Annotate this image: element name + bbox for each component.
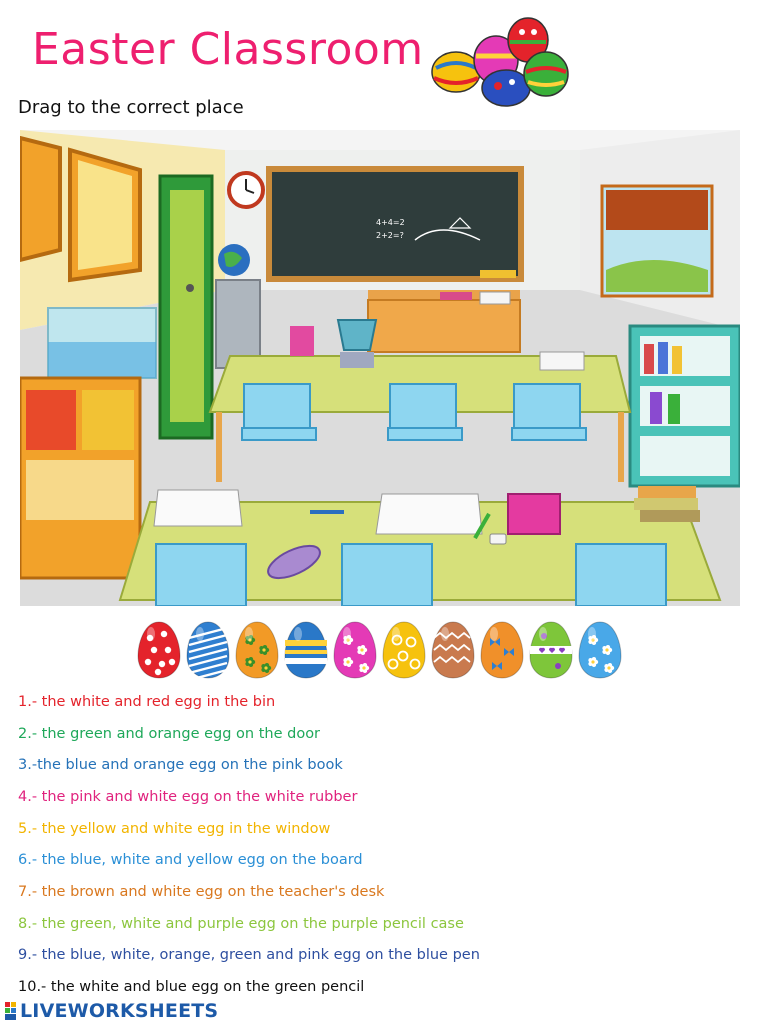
- instruction-10: 10.- the white and blue egg on the green pencil: [18, 979, 365, 995]
- open-book-left: [154, 490, 242, 526]
- clock: [229, 173, 263, 207]
- footer-brand-text: LIVEWORKSHEETS: [20, 1000, 219, 1022]
- egg-blue-yellow-white[interactable]: [283, 620, 329, 680]
- instruction-7: 7.- the brown and white egg on the teacher's desk: [18, 884, 385, 900]
- instruction-9: 9.- the blue, white, orange, green and pink egg on the blue pen: [18, 947, 480, 963]
- back-chairs: [242, 384, 586, 440]
- classroom-scene[interactable]: [20, 130, 740, 606]
- page-title: Easter Classroom: [32, 24, 424, 75]
- window[interactable]: [602, 186, 712, 296]
- egg-brown-white[interactable]: [430, 620, 476, 680]
- instruction-6: 6.- the blue, white and yellow egg on the board: [18, 852, 363, 868]
- blackboard[interactable]: [266, 166, 524, 282]
- footer-brand: [4, 998, 218, 1024]
- instruction-4: 4.- the pink and white egg on the white rubber: [18, 789, 358, 805]
- egg-palette: [136, 620, 630, 682]
- white-rubber[interactable]: [490, 534, 506, 544]
- liveworksheets-logo-icon: [4, 1000, 18, 1022]
- egg-orange-green[interactable]: [234, 620, 280, 680]
- egg-green-white-purple[interactable]: [528, 620, 574, 680]
- egg-white-red[interactable]: [136, 620, 182, 680]
- board-line-2: 2+2=?: [376, 231, 404, 240]
- instruction-1: 1.- the white and red egg in the bin: [18, 694, 276, 710]
- front-chairs: [156, 544, 666, 606]
- open-book-center: [376, 494, 482, 534]
- instruction-3: 3.-the blue and orange egg on the pink book: [18, 757, 343, 773]
- bookshelf: [630, 326, 740, 486]
- pink-book[interactable]: [508, 494, 560, 534]
- egg-yellow-white[interactable]: [381, 620, 427, 680]
- egg-orange-blue[interactable]: [479, 620, 525, 680]
- blue-pen[interactable]: [310, 510, 344, 514]
- instruction-2: 2.- the green and orange egg on the door: [18, 726, 321, 742]
- egg-blue-white[interactable]: [185, 620, 231, 680]
- easter-eggs-decoration: [426, 16, 576, 108]
- door[interactable]: [160, 176, 212, 438]
- instructions-heading: Drag to the correct place: [18, 97, 244, 118]
- instruction-8: 8.- the green, white and purple egg on the purple pencil case: [18, 916, 464, 932]
- stacked-books: [634, 486, 700, 522]
- bin[interactable]: [338, 320, 376, 350]
- egg-pink-white[interactable]: [332, 620, 378, 680]
- teachers-desk[interactable]: [368, 290, 520, 352]
- egg-light-blue-white[interactable]: [577, 620, 623, 680]
- instruction-5: 5.- the yellow and white egg in the window: [18, 821, 331, 837]
- board-line-1: 4+4=2: [376, 218, 405, 227]
